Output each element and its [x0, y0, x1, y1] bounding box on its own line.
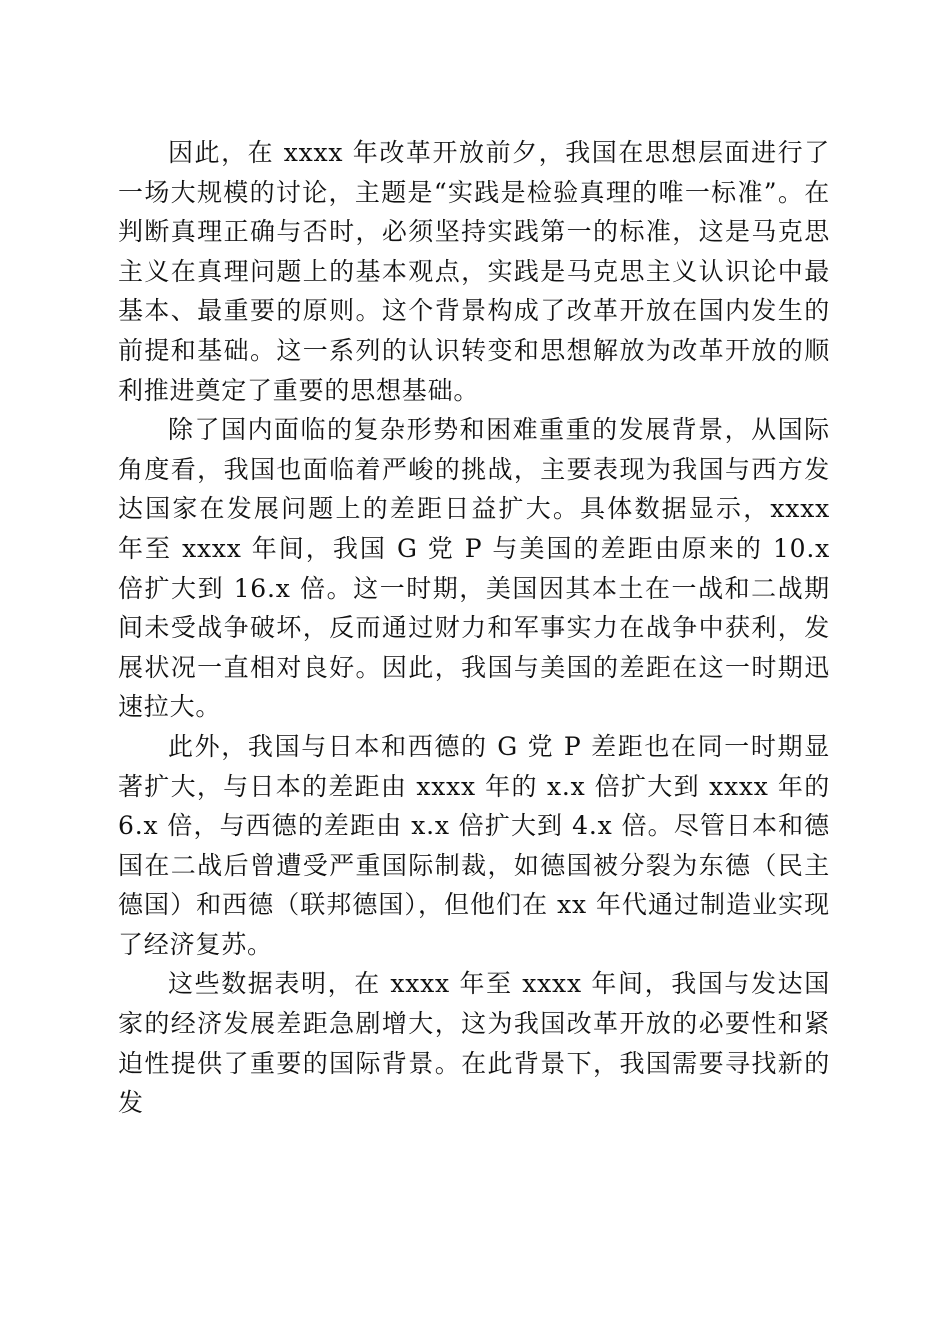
- paragraph-3: 此外，我国与日本和西德的 G 党 P 差距也在同一时期显著扩大，与日本的差距由 xxxx 年的 x.x 倍扩大到 xxxx 年的 6.x 倍，与西德的差距由 x.x 倍扩大到 4.x 倍。尽管日本和德国在二战后曾遭受严重国际制裁，如德国被分裂为东德（民主德国）和西德（联邦德国），但他们在 xx 年代通过制造业实现了经济复苏。: [118, 731, 830, 959]
- body-text: [118, 133, 830, 1123]
- paragraph-2: 除了国内面临的复杂形势和困难重重的发展背景，从国际角度看，我国也面临着严峻的挑战，主要表现为我国与西方发达国家在发展问题上的差距日益扩大。具体数据显示，xxxx 年至 xxxx 年间，我国 G 党 P 与美国的差距由原来的 10.x 倍扩大到 16.x 倍。这一时期，美国因其本土在一战和二战期间未受战争破坏，反而通过财力和军事实力在战争中获利，发展状况一直相对良好。因此，我国与美国的差距在这一时期迅速拉大。: [118, 415, 830, 722]
- paragraph-4: 这些数据表明，在 xxxx 年至 xxxx 年间，我国与发达国家的经济发展差距急剧增大，这为我国改革开放的必要性和紧迫性提供了重要的国际背景。在此背景下，我国需要寻找新的发: [118, 969, 830, 1118]
- paragraph-1: 因此，在 xxxx 年改革开放前夕，我国在思想层面进行了一场大规模的讨论，主题是“实践是检验真理的唯一标准”。在判断真理正确与否时，必须坚持实践第一的标准，这是马克思主义在真理问题上的基本观点，实践是马克思主义认识论中最基本、最重要的原则。这个背景构成了改革开放在国内发生的前提和基础。这一系列的认识转变和思想解放为改革开放的顺利推进奠定了重要的思想基础。: [118, 138, 830, 405]
